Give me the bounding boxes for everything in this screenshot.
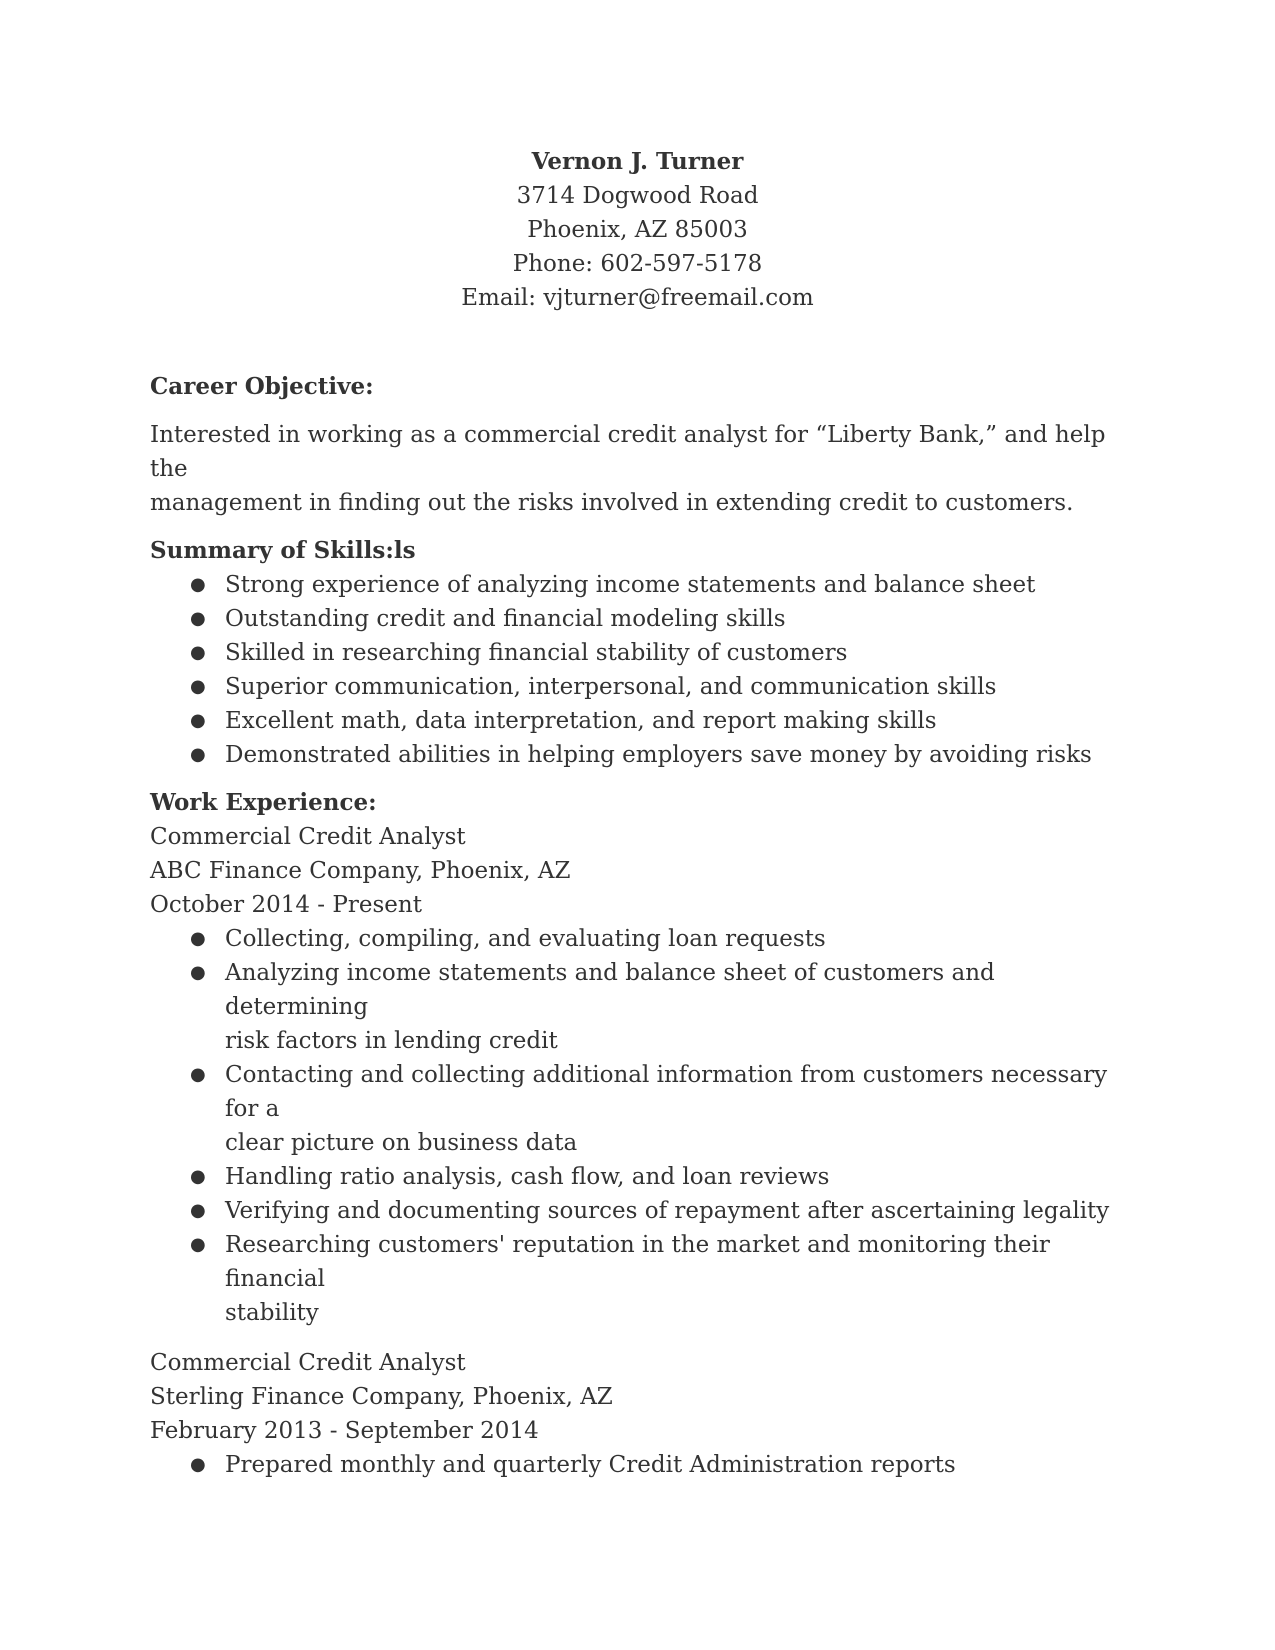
bullet-icon: ● xyxy=(190,642,206,663)
list-item: ● Superior communication, interpersonal, and communication skills xyxy=(150,670,1130,704)
list-item: ● Verifying and documenting sources of repayment after ascertaining legality xyxy=(150,1194,1130,1228)
bullet-icon: ● xyxy=(190,1064,206,1085)
bullet-icon: ● xyxy=(190,676,206,697)
email-line: Email: vjturner@freemail.com xyxy=(461,285,814,311)
contact-header xyxy=(0,145,1275,315)
phone-line: Phone: 602-597-5178 xyxy=(512,251,763,277)
bullet-icon: ● xyxy=(190,1166,206,1187)
resume-body xyxy=(150,370,1130,1482)
bullet-icon: ● xyxy=(190,928,206,949)
job2-dates: February 2013 - September 2014 xyxy=(150,1418,539,1444)
job2-company: Sterling Finance Company, Phoenix, AZ xyxy=(150,1384,613,1410)
skills-heading: Summary of Skills:ls xyxy=(150,537,416,564)
bullet-icon: ● xyxy=(190,1234,206,1255)
city-line: Phoenix, AZ 85003 xyxy=(527,217,748,243)
list-item: ● Strong experience of analyzing income statements and balance sheet xyxy=(150,568,1130,602)
list-item: ● Collecting, compiling, and evaluating loan requests xyxy=(150,922,1130,956)
candidate-name: Vernon J. Turner xyxy=(531,148,744,175)
bullet-icon: ● xyxy=(190,1200,206,1221)
bullet-icon: ● xyxy=(190,710,206,731)
skills-list xyxy=(150,568,1130,772)
bullet-icon: ● xyxy=(190,1454,206,1475)
objective-line: management in finding out the risks involved in extending credit to customers. xyxy=(150,490,1074,516)
list-item: ● Excellent math, data interpretation, and report making skills xyxy=(150,704,1130,738)
list-item: ● Analyzing income statements and balance sheet of customers and determining risk factors in lending credit xyxy=(150,956,1130,1058)
bullet-icon: ● xyxy=(190,574,206,595)
list-item: ● Outstanding credit and financial modeling skills xyxy=(150,602,1130,636)
experience-heading: Work Experience: xyxy=(150,789,377,816)
objective-line: Interested in working as a commercial credit analyst for “Liberty Bank,” and help the xyxy=(150,422,1106,482)
job1-position: Commercial Credit Analyst xyxy=(150,824,466,850)
bullet-icon: ● xyxy=(190,962,206,983)
list-item: ● Handling ratio analysis, cash flow, and loan reviews xyxy=(150,1160,1130,1194)
objective-text xyxy=(150,418,1130,520)
list-item: ● Prepared monthly and quarterly Credit Administration reports xyxy=(150,1448,1130,1482)
list-item: ● Demonstrated abilities in helping employers save money by avoiding risks xyxy=(150,738,1130,772)
job1-company: ABC Finance Company, Phoenix, AZ xyxy=(150,858,571,884)
bullet-icon: ● xyxy=(190,744,206,765)
objective-heading: Career Objective: xyxy=(150,373,374,400)
address-line: 3714 Dogwood Road xyxy=(516,183,759,209)
job2-duties xyxy=(150,1448,1130,1482)
job1-duties xyxy=(150,922,1130,1330)
list-item: ● Contacting and collecting additional information from customers necessary for a clear picture on business data xyxy=(150,1058,1130,1160)
job2-position: Commercial Credit Analyst xyxy=(150,1350,466,1376)
bullet-icon: ● xyxy=(190,608,206,629)
list-item: ● Researching customers' reputation in the market and monitoring their financial stability xyxy=(150,1228,1130,1330)
job1-dates: October 2014 - Present xyxy=(150,892,422,918)
list-item: ● Skilled in researching financial stability of customers xyxy=(150,636,1130,670)
